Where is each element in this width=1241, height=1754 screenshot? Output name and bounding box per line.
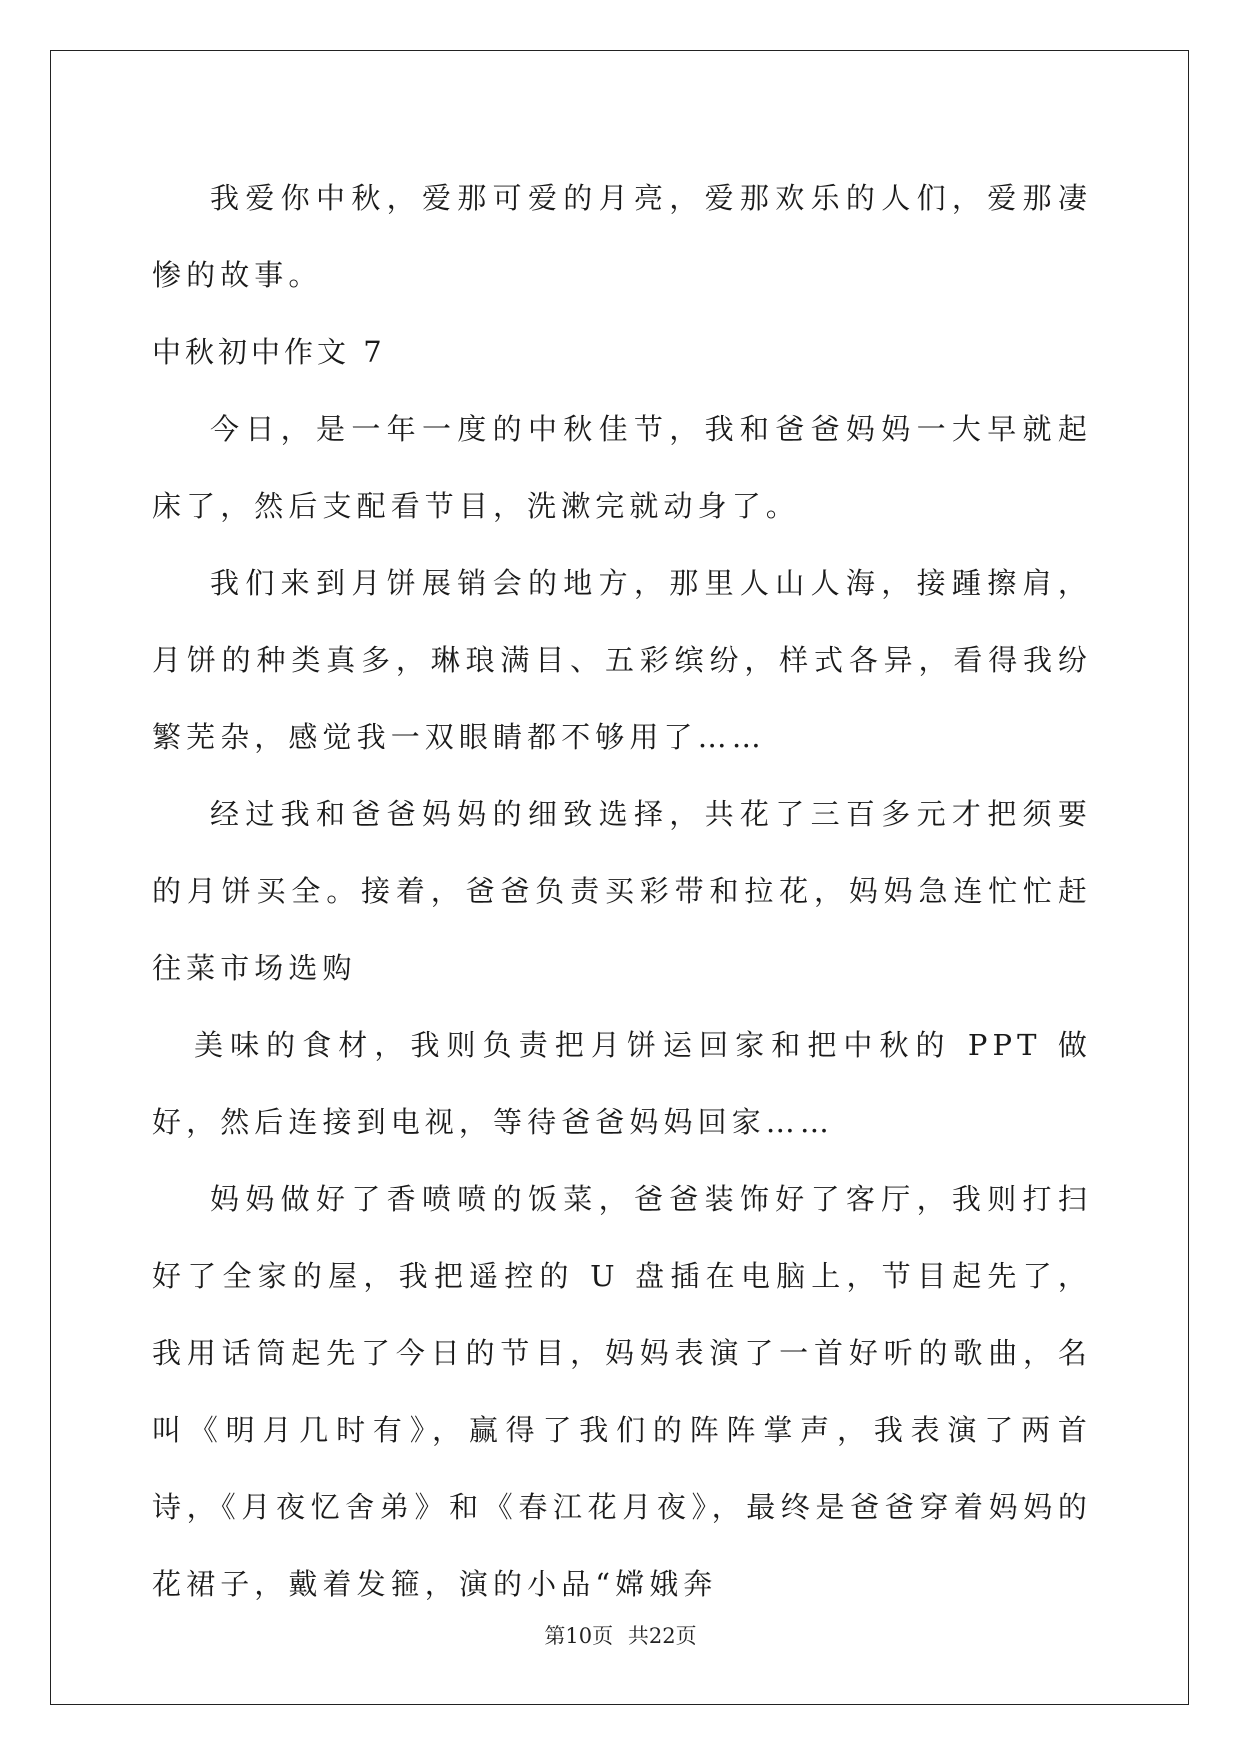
paragraph: 美味的食材，我则负责把月饼运回家和把中秋的 PPT 做好，然后连接到电视，等待爸爸妈妈回家…… bbox=[152, 1028, 1092, 1139]
paragraph: 今日，是一年一度的中秋佳节，我和爸爸妈妈一大早就起床了，然后支配看节目，洗漱完就动身了。 bbox=[152, 412, 1092, 523]
page-total: 共22页 bbox=[627, 1624, 697, 1648]
document-body bbox=[152, 160, 1092, 1623]
section-heading: 中秋初中作文 7 bbox=[152, 335, 386, 369]
paragraph: 经过我和爸爸妈妈的细致选择，共花了三百多元才把须要的月饼买全。接着，爸爸负责买彩带和拉花，妈妈急连忙忙赶往菜市场选购 bbox=[152, 797, 1092, 985]
page-footer bbox=[0, 1620, 1241, 1650]
page-number: 第10页 bbox=[544, 1624, 614, 1648]
paragraph: 我爱你中秋，爱那可爱的月亮，爱那欢乐的人们，爱那凄惨的故事。 bbox=[152, 181, 1092, 292]
paragraph: 妈妈做好了香喷喷的饭菜，爸爸装饰好了客厅，我则打扫好了全家的屋，我把遥控的 U 盘插在电脑上，节目起先了，我用话筒起先了今日的节目，妈妈表演了一首好听的歌曲，名叫《明月几时有》，赢得了我们的阵阵掌声，我表演了两首诗，《月夜忆舍弟》和《春江花月夜》，最终是爸爸穿着妈妈的花裙子，戴着发箍，演的小品“嫦娥奔 bbox=[152, 1182, 1092, 1601]
paragraph: 我们来到月饼展销会的地方，那里人山人海，接踵擦肩，月饼的种类真多，琳琅满目、五彩缤纷，样式各异，看得我纷繁芜杂，感觉我一双眼睛都不够用了…… bbox=[152, 566, 1092, 754]
